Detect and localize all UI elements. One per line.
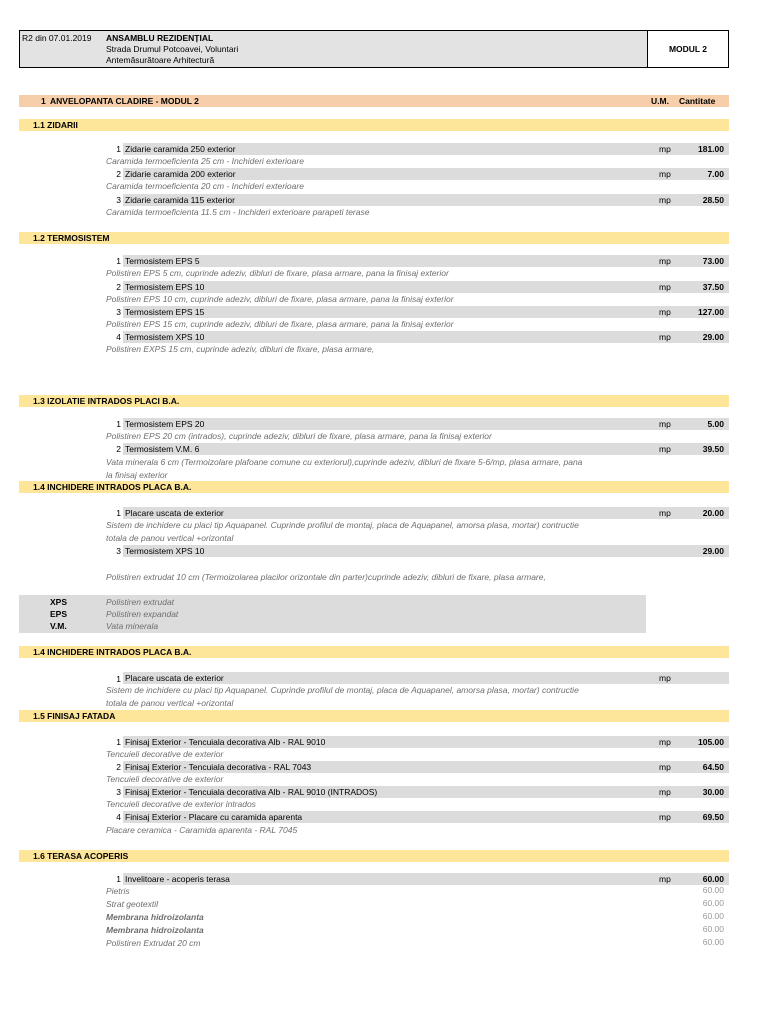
um-header: U.M.	[651, 96, 669, 106]
layer-qty: 60.00	[702, 898, 724, 908]
table-row	[19, 672, 729, 684]
item-description: totala de panou vertical +orizontal	[106, 698, 234, 708]
item-qty: 39.50	[702, 444, 724, 454]
item-num: 1	[116, 874, 121, 884]
item-description: Tencuieli decorative de exterior	[106, 749, 224, 759]
legend-abbr: EPS	[50, 609, 68, 619]
item-qty: 60.00	[702, 874, 724, 884]
item-name: Termosistem XPS 10	[125, 546, 205, 556]
layer-name: Polistiren Extrudat 20 cm	[106, 938, 201, 948]
item-name: Termosistem XPS 10	[125, 332, 205, 342]
item-description: Polistiren EPS 5 cm, cuprinde adeziv, dibluri de fixare, plasa armare, pana la finisaj exterior	[106, 268, 449, 278]
item-description: totala de panou vertical +orizontal	[106, 533, 234, 543]
item-num: 3	[116, 546, 121, 556]
section-1-2-band	[19, 232, 729, 244]
document-type: Antemăsurătoare Arhitectură	[106, 55, 215, 65]
legend-abbr: V.M.	[50, 621, 67, 631]
item-um: mp	[659, 673, 671, 683]
item-name: Termosistem EPS 10	[125, 282, 205, 292]
item-um: mp	[659, 256, 671, 266]
item-name: Finisaj Exterior - Tencuiala decorativa Alb - RAL 9010	[125, 737, 326, 747]
table-row	[19, 255, 729, 267]
item-qty: 5.00	[707, 419, 724, 429]
row-highlight	[123, 545, 729, 557]
section-title: 1.2 TERMOSISTEM	[33, 233, 110, 243]
table-row	[19, 143, 729, 155]
item-um: mp	[659, 195, 671, 205]
item-qty: 37.50	[702, 282, 724, 292]
item-qty: 64.50	[702, 762, 724, 772]
legend-desc: Vata minerala	[106, 621, 159, 631]
item-description: Sistem de inchidere cu placi tip Aquapanel. Cuprinde profilul de montaj, placa de Aquapanel, amorsa plasa, mortar) contructie	[106, 685, 579, 695]
header-info-cell	[20, 31, 648, 67]
table-row	[19, 811, 729, 823]
item-num: 1	[116, 419, 121, 429]
item-description: Vata minerala 6 cm (Termoizolare plafoane comune cu exteriorul),cuprinde adeziv, dibluri de fixare 5-6/mp, plasa armare, pana	[106, 457, 583, 467]
item-qty: 30.00	[702, 787, 724, 797]
table-row	[19, 545, 729, 557]
item-description: Tencuieli decorative de exterior	[106, 774, 224, 784]
project-title: ANSAMBLU REZIDENȚIAL	[106, 33, 214, 43]
qty-header: Cantitate	[679, 96, 716, 106]
section-title: 1.5 FINISAJ FATADA	[33, 711, 116, 721]
table-row	[19, 786, 729, 798]
item-num: 1	[116, 144, 121, 154]
layer-qty: 60.00	[702, 885, 724, 895]
item-qty: 29.00	[702, 332, 724, 342]
main-section-band	[19, 95, 729, 107]
section-title: 1.6 TERASA ACOPERIS	[33, 851, 129, 861]
item-qty: 181.00	[698, 144, 724, 154]
table-row	[19, 443, 729, 455]
section-1-5-band	[19, 710, 729, 722]
item-name: Placare uscata de exterior	[125, 673, 224, 683]
item-qty: 29.00	[702, 546, 724, 556]
layer-name: Strat geotextil	[106, 899, 158, 909]
item-um: mp	[659, 874, 671, 884]
table-row	[19, 873, 729, 885]
row-highlight	[123, 306, 729, 318]
item-description: Caramida termoeficienta 11.5 cm - Inchideri exterioare parapeti terase	[106, 207, 370, 217]
item-name: Zidarie caramida 115 exterior	[125, 195, 235, 205]
item-name: Finisaj Exterior - Placare cu caramida aparenta	[125, 812, 303, 822]
table-row	[19, 281, 729, 293]
item-num: 3	[116, 195, 121, 205]
item-name: Zidarie caramida 250 exterior	[125, 144, 236, 154]
section-title: 1.1 ZIDARII	[33, 120, 78, 130]
item-description: Sistem de inchidere cu placi tip Aquapanel. Cuprinde profilul de montaj, placa de Aquapanel, amorsa plasa, mortar) contructie	[106, 520, 579, 530]
table-row	[19, 507, 729, 519]
layer-name: Pietris	[106, 886, 130, 896]
item-num: 2	[116, 444, 121, 454]
item-um: mp	[659, 282, 671, 292]
item-um: mp	[659, 332, 671, 342]
item-name: Finisaj Exterior - Tencuiala decorativa Alb - RAL 9010 (INTRADOS)	[125, 787, 378, 797]
item-qty: 20.00	[702, 508, 724, 518]
item-description: Polistiren EPS 20 cm (intrados), cuprinde adeziv, dibluri de fixare, plasa armare, pana la finisaj exterior	[106, 431, 492, 441]
item-num: 1	[116, 674, 121, 684]
item-name: Zidarie caramida 200 exterior	[125, 169, 236, 179]
item-num: 4	[116, 812, 121, 822]
table-row	[19, 194, 729, 206]
table-row	[19, 306, 729, 318]
item-num: 1	[116, 737, 121, 747]
row-highlight	[123, 281, 729, 293]
main-section-title: ANVELOPANTA CLADIRE - MODUL 2	[50, 96, 199, 106]
item-num: 2	[116, 169, 121, 179]
section-title: 1.4 INCHIDERE INTRADOS PLACA B.A.	[33, 482, 192, 492]
section-title: 1.4 INCHIDERE INTRADOS PLACA B.A.	[33, 647, 192, 657]
item-qty: 28.50	[702, 195, 724, 205]
item-qty: 105.00	[698, 737, 724, 747]
item-um: mp	[659, 812, 671, 822]
row-highlight	[123, 443, 729, 455]
legend-abbr: XPS	[50, 597, 68, 607]
item-qty: 73.00	[702, 256, 724, 266]
section-title: 1.3 IZOLATIE INTRADOS PLACI B.A.	[33, 396, 180, 406]
item-description: Placare ceramica - Caramida aparenta - RAL 7045	[106, 825, 298, 835]
item-um: mp	[659, 508, 671, 518]
item-um: mp	[659, 787, 671, 797]
item-qty: 127.00	[698, 307, 724, 317]
item-name: Finisaj Exterior - Tencuiala decorativa - RAL 7043	[125, 762, 312, 772]
table-row	[19, 331, 729, 343]
table-row	[19, 418, 729, 430]
item-um: mp	[659, 444, 671, 454]
layer-qty: 60.00	[702, 924, 724, 934]
item-um: mp	[659, 419, 671, 429]
item-description: Caramida termoeficienta 20 cm - Inchideri exterioare	[106, 181, 304, 191]
document-header	[19, 30, 729, 68]
item-um: mp	[659, 307, 671, 317]
item-qty: 69.50	[702, 812, 724, 822]
layer-qty: 60.00	[702, 937, 724, 947]
row-highlight	[123, 331, 729, 343]
section-1-3-band	[19, 395, 729, 407]
item-num: 2	[116, 282, 121, 292]
item-name: Termosistem V.M. 6	[125, 444, 200, 454]
row-highlight	[123, 255, 729, 267]
item-um: mp	[659, 144, 671, 154]
item-num: 4	[116, 332, 121, 342]
item-num: 2	[116, 762, 121, 772]
table-row	[19, 736, 729, 748]
item-name: Termosistem EPS 20	[125, 419, 205, 429]
section-1-4b-band	[19, 646, 729, 658]
section-1-1-band	[19, 119, 729, 131]
layer-name: Membrana hidroizolanta	[106, 912, 204, 922]
section-1-4-band	[19, 481, 729, 493]
item-description: Tencuieli decorative de exterior intrados	[106, 799, 256, 809]
item-num: 1	[116, 256, 121, 266]
module-label: MODUL 2	[648, 31, 728, 67]
item-um: mp	[659, 762, 671, 772]
item-name: Invelitoare - acoperis terasa	[125, 874, 230, 884]
item-num: 3	[116, 787, 121, 797]
item-description: la finisaj exterior	[106, 470, 168, 480]
item-description: Polistiren extrudat 10 cm (Termoizolarea placilor orizontale din parter)cuprinde adeziv, dibluri de fixare, plasa armare,	[106, 572, 546, 582]
layer-qty: 60.00	[702, 911, 724, 921]
item-name: Placare uscata de exterior	[125, 508, 224, 518]
legend-desc: Polistiren extrudat	[106, 597, 175, 607]
project-address: Strada Drumul Potcoavei, Voluntari	[106, 44, 239, 54]
item-name: Termosistem EPS 5	[125, 256, 200, 266]
item-um: mp	[659, 737, 671, 747]
item-num: 3	[116, 307, 121, 317]
legend-desc: Polistiren expandat	[106, 609, 179, 619]
row-highlight	[123, 418, 729, 430]
section-1-6-band	[19, 850, 729, 862]
item-num: 1	[116, 508, 121, 518]
item-qty: 7.00	[707, 169, 724, 179]
item-description: Polistiren EPS 10 cm, cuprinde adeziv, dibluri de fixare, plasa armare, pana la finisaj exterior	[106, 294, 454, 304]
table-row	[19, 761, 729, 773]
item-description: Polistiren EXPS 15 cm, cuprinde adeziv, dibluri de fixare, plasa armare,	[106, 344, 375, 354]
revision-ref: R2 din 07.01.2019	[22, 33, 92, 43]
item-um: mp	[659, 169, 671, 179]
main-section-num: 1	[41, 96, 46, 106]
item-name: Termosistem EPS 15	[125, 307, 205, 317]
layer-name: Membrana hidroizolanta	[106, 925, 204, 935]
item-description: Caramida termoeficienta 25 cm - Inchideri exterioare	[106, 156, 304, 166]
table-row	[19, 168, 729, 180]
item-description: Polistiren EPS 15 cm, cuprinde adeziv, dibluri de fixare, plasa armare, pana la finisaj exterior	[106, 319, 454, 329]
